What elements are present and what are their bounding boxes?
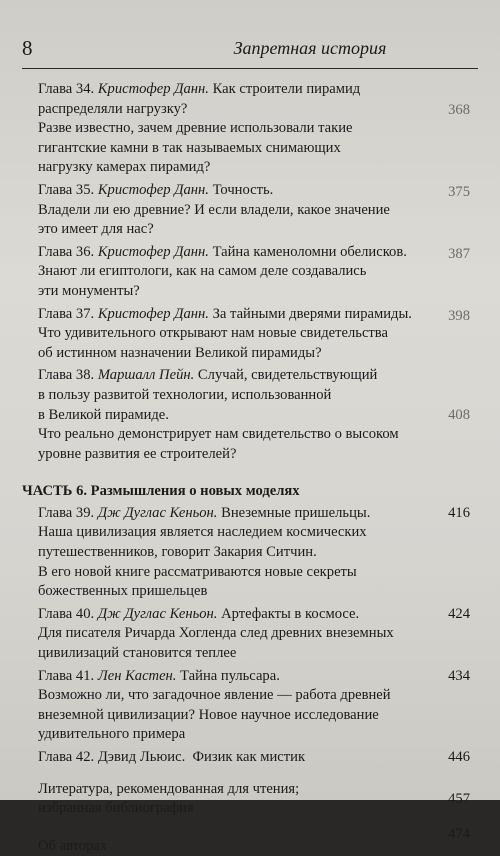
- toc-entry-line: распределяли нагрузку?: [38, 100, 188, 117]
- toc-entry-line: Знают ли египтологи, как на самом деле создавались: [38, 263, 367, 280]
- chapter-label: Глава 37.: [38, 305, 95, 322]
- toc-entry-text: [38, 243, 430, 302]
- toc-entry-line: об истинном назначении Великой пирамиды?: [38, 344, 322, 361]
- chapter-label: Глава 42.: [38, 749, 95, 765]
- toc-entry-line: уровне развития ее строителей?: [38, 445, 237, 462]
- chapter-author: Дж Дуглас Кеньон.: [97, 504, 218, 521]
- toc-entry-line: Об авторах: [38, 837, 108, 854]
- chapter-author: Кристофер Данн.: [97, 305, 209, 322]
- chapter-title: Точность.: [212, 181, 274, 198]
- toc-entry-line: Возможно ли, что загадочное явление — работа древней: [38, 687, 391, 704]
- toc-entry-line: Литература, рекомендованная для чтения;: [38, 780, 300, 797]
- toc-entry-heading: [38, 181, 412, 201]
- toc-entry: [38, 504, 470, 602]
- chapter-title: Случай, свидетельствующий: [197, 367, 378, 384]
- toc-entry-line: Что реально демонстрирует нам свидетельство о высоком: [38, 426, 399, 443]
- toc-page-number: 408: [448, 407, 470, 424]
- toc-entry-text: [38, 305, 430, 364]
- page-header: [22, 36, 478, 62]
- toc-entry-line: эти монументы?: [38, 282, 140, 299]
- toc-entry: [38, 605, 470, 664]
- toc-page-number: 416: [448, 504, 470, 521]
- toc-entry-heading: [38, 243, 412, 263]
- chapter-title: Дэвид Льюис. Физик как мистик: [97, 749, 306, 765]
- toc-entry-line: нагрузку камерах пирамид?: [38, 159, 211, 176]
- toc-entry-text: [38, 667, 430, 745]
- toc-entry-line: гигантские камни в так называемых снимающих: [38, 139, 341, 156]
- toc-entry: [38, 667, 470, 745]
- toc-entry: [38, 181, 470, 240]
- toc-page-number: 446: [448, 749, 470, 765]
- toc-entry-text: [38, 366, 430, 464]
- toc-entry-text: [38, 605, 430, 664]
- toc-entry-heading: [38, 305, 412, 325]
- chapter-author: Дж Дуглас Кеньон.: [97, 605, 218, 622]
- toc-page-number: 474: [448, 825, 470, 842]
- toc-entry: [38, 780, 470, 819]
- toc-entry-text: [38, 780, 430, 819]
- toc-entry-line: внеземной цивилизации? Новое научное исследование: [38, 706, 379, 723]
- toc-entry-line: Что удивительного открывают нам новые свидетельства: [38, 325, 388, 342]
- toc-entry-heading: [38, 667, 412, 687]
- header-rule: [22, 68, 478, 69]
- chapter-title: Тайна пульсара.: [180, 667, 280, 684]
- toc-entry-heading: [38, 504, 412, 524]
- toc-entry-line: Владели ли ею древние? И если владели, какое значение: [38, 201, 390, 218]
- chapter-author: Маршалл Пейн.: [97, 367, 195, 384]
- chapter-label: Глава 38.: [38, 367, 95, 384]
- chapter-title: Артефакты в космосе.: [221, 605, 360, 622]
- toc-entry-line: божественных пришельцев: [38, 583, 208, 600]
- toc-entry-line: в пользу развитой технологии, использованной: [38, 386, 332, 403]
- chapter-author: Кристофер Данн.: [97, 243, 209, 260]
- toc-entry-line: избранная библиография: [38, 800, 194, 817]
- toc-entry-text: [38, 748, 430, 768]
- chapter-label: Глава 40.: [38, 605, 95, 622]
- toc-entry-line: удивительного примера: [38, 726, 186, 743]
- toc-entry-line: это имеет для нас?: [38, 221, 154, 238]
- running-title: Запретная история: [233, 38, 387, 58]
- toc-entry-line: В его новой книге рассматриваются новые секреты: [38, 563, 357, 580]
- chapter-title: За тайными дверями пирамиды.: [212, 305, 412, 322]
- chapter-author: Кристофер Данн.: [97, 181, 209, 198]
- toc-page-number: 398: [448, 307, 470, 324]
- chapter-title: Тайна каменоломни обелисков.: [212, 243, 407, 260]
- chapter-label: Глава 34.: [38, 81, 95, 97]
- table-of-contents: [22, 80, 470, 856]
- page-number: 8: [22, 36, 33, 60]
- toc-page-number: 457: [448, 790, 470, 807]
- chapter-label: Глава 35.: [38, 181, 95, 198]
- part-title: ЧАСТЬ 6. Размышления о новых моделях: [22, 483, 300, 500]
- toc-entry-text: [38, 825, 430, 856]
- chapter-label: Глава 36.: [38, 243, 95, 260]
- toc-entry-line: в Великой пирамиде.: [38, 406, 169, 423]
- toc-entry: [38, 825, 470, 856]
- toc-entry-text: [38, 80, 430, 178]
- toc-page-number: 387: [448, 245, 470, 262]
- chapter-author: Лен Кастен.: [97, 667, 177, 684]
- toc-entry-text: [38, 181, 430, 240]
- toc-entry-line: Для писателя Ричарда Хогленда след древних внеземных: [38, 625, 394, 642]
- toc-entry-line: Наша цивилизация является наследием космических: [38, 524, 367, 541]
- toc-entry-heading: [38, 748, 412, 768]
- chapter-label: Глава 39.: [38, 504, 95, 521]
- toc-page-number: 368: [448, 102, 470, 118]
- toc-entry: [38, 748, 470, 768]
- toc-entry-line: цивилизаций становится теплее: [38, 645, 237, 662]
- toc-entry: [38, 80, 470, 178]
- toc-page-number: 375: [448, 183, 470, 200]
- toc-entry: [38, 366, 470, 464]
- toc-entry: [38, 305, 470, 364]
- toc-entry-line: путешественников, говорит Закария Ситчин.: [38, 544, 317, 561]
- chapter-title: Как строители пирамид: [212, 81, 361, 97]
- chapter-author: Кристофер Данн.: [97, 81, 209, 97]
- toc-entry-heading: [38, 80, 412, 100]
- toc-entry-heading: [38, 366, 412, 386]
- toc-page-number: 434: [448, 667, 470, 684]
- toc-page-number: 424: [448, 605, 470, 622]
- toc-entry: [38, 243, 470, 302]
- chapter-title: Внеземные пришельцы.: [221, 504, 371, 521]
- toc-entry-heading: [38, 605, 412, 625]
- toc-entry-text: [38, 504, 430, 602]
- chapter-label: Глава 41.: [38, 667, 95, 684]
- toc-entry-line: Разве известно, зачем древние использовали такие: [38, 120, 353, 137]
